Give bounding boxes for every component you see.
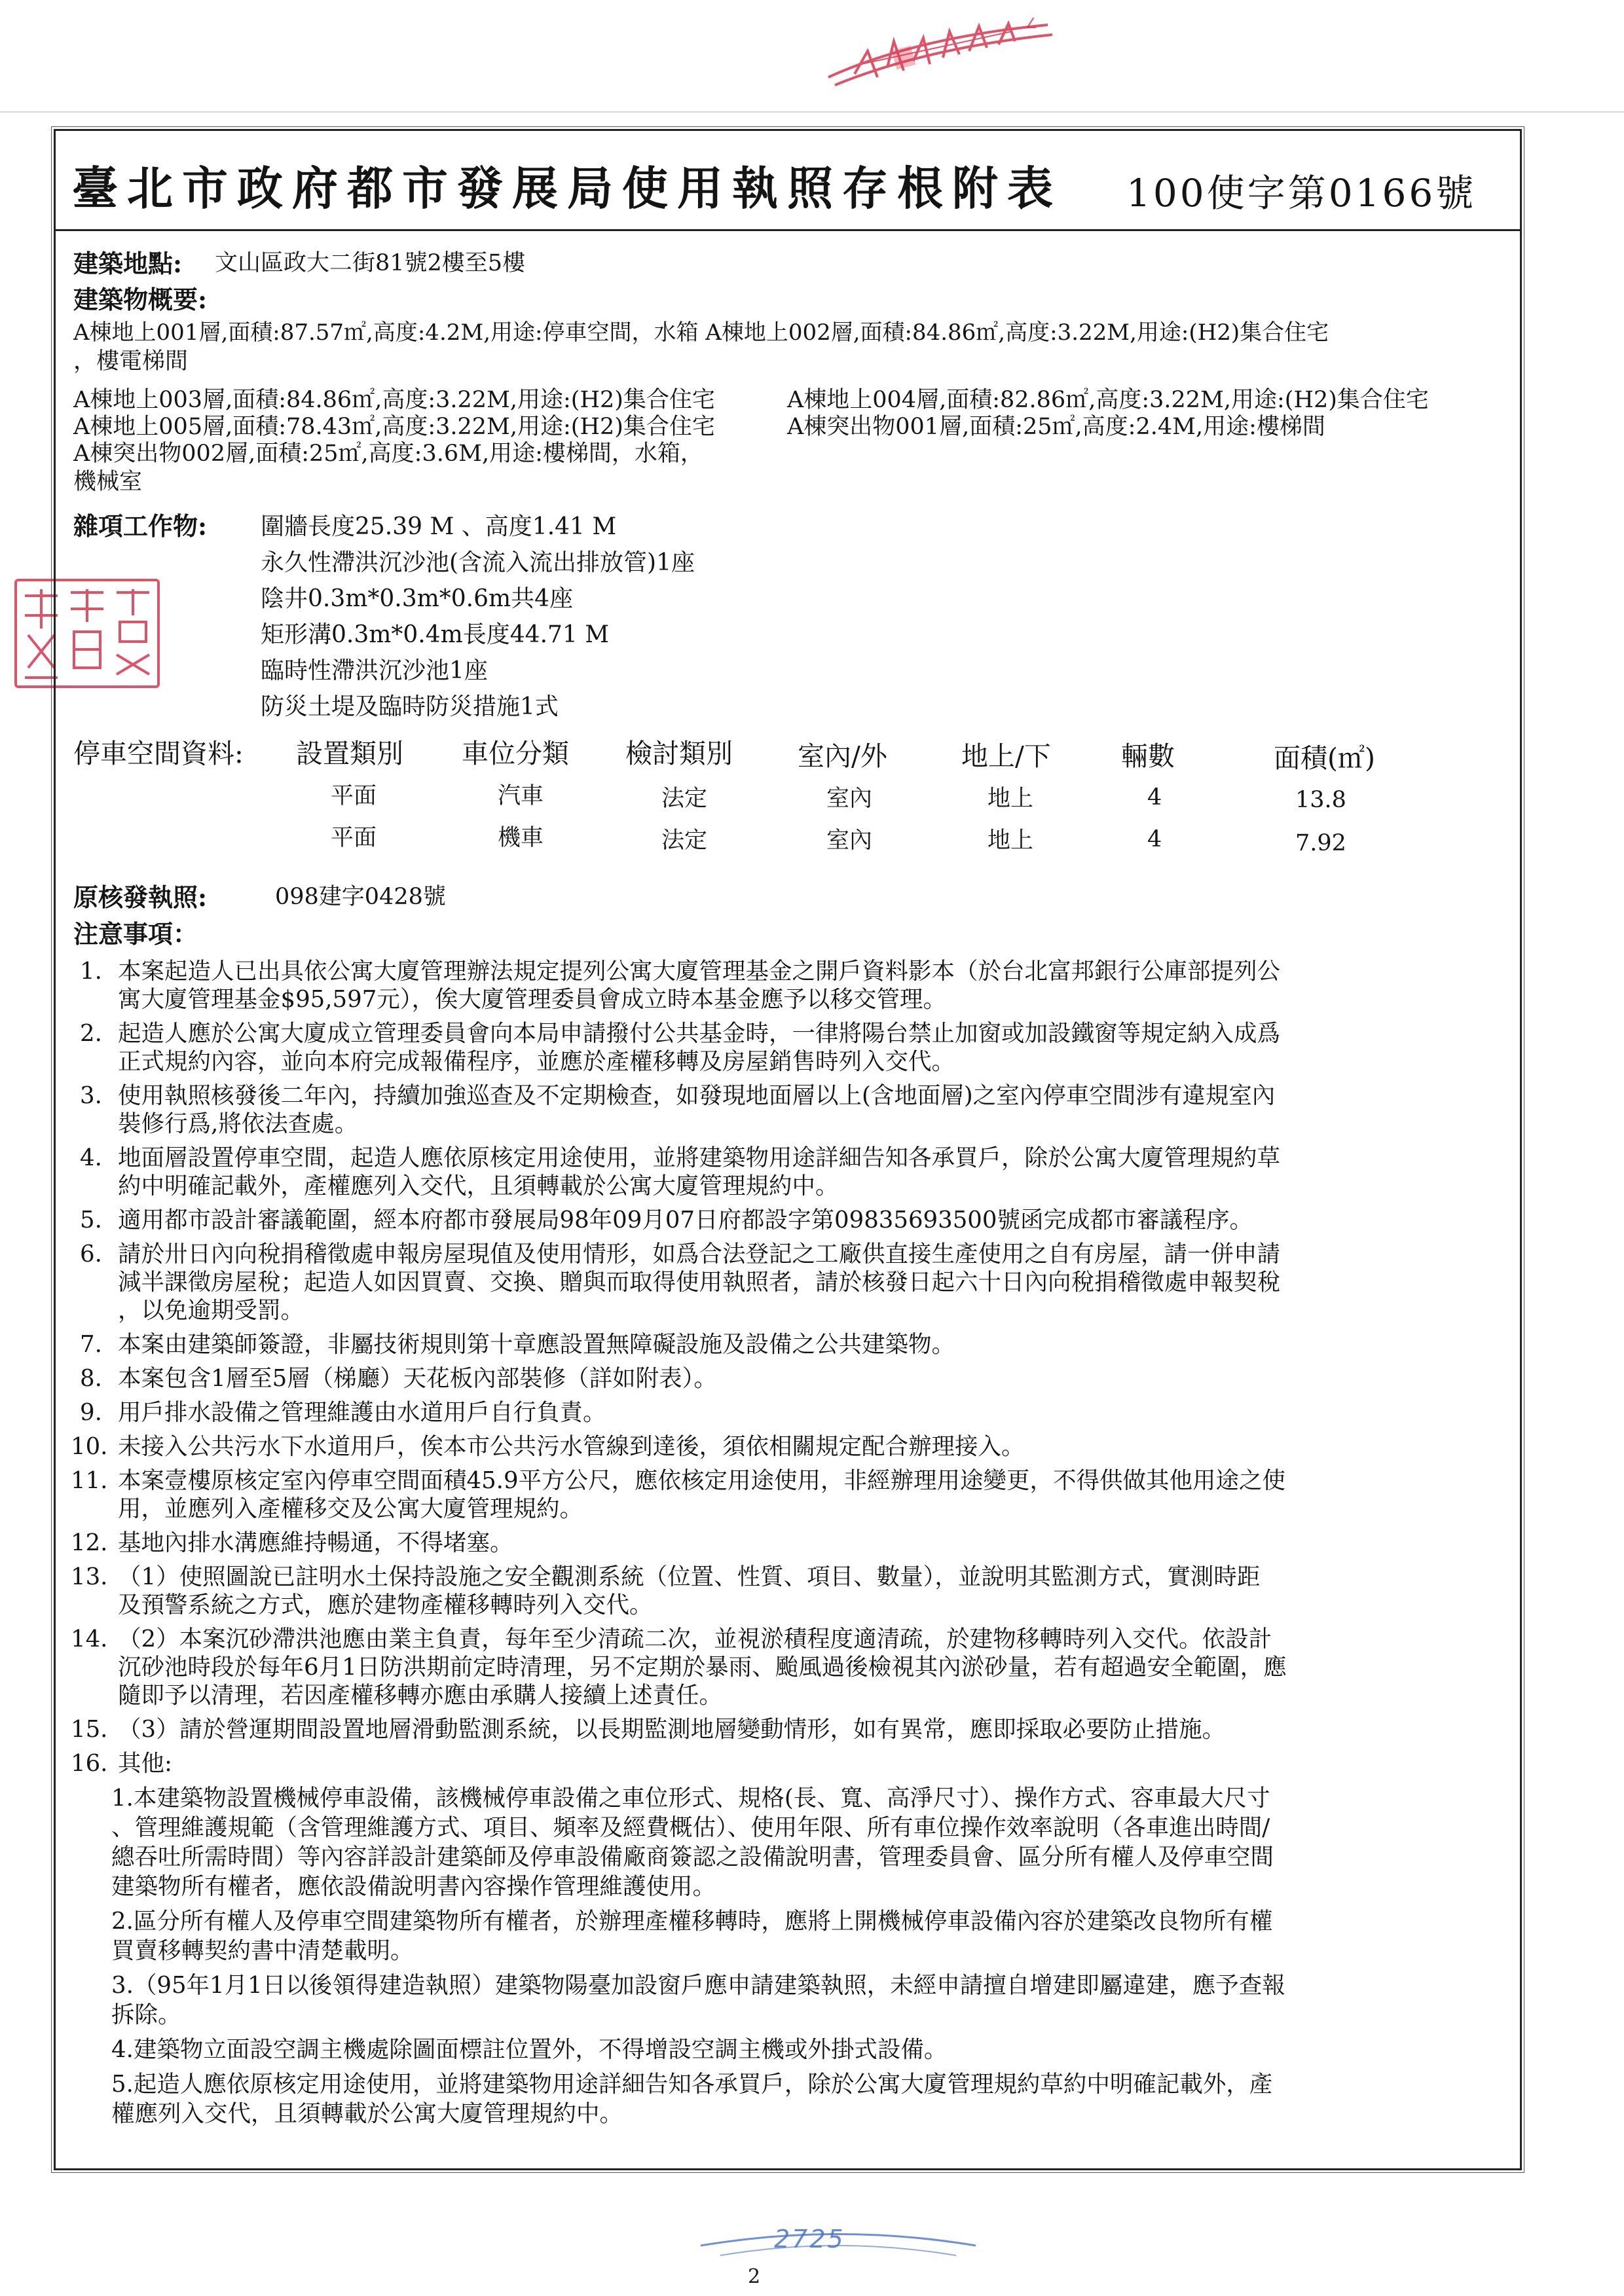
- parking-cell: 13.8: [1295, 787, 1346, 813]
- note-item: [71, 1432, 1511, 1461]
- note-item: [71, 1715, 1511, 1743]
- misc-work-item: 陰井0.3m*0.3m*0.6m共4座: [261, 585, 574, 612]
- note-line: 本案壹樓原核定室內停車空間面積45.9平方公尺，應依核定用途使用，非經辦理用途變更，不得供做其他用途之使: [118, 1467, 1286, 1494]
- other-line: 建築物所有權者，應依設備說明書內容操作管理維護使用。: [111, 1873, 716, 1900]
- parking-header: 檢討類別: [625, 738, 733, 769]
- overview-line: ，樓電梯間: [73, 348, 189, 374]
- note-number: 11.: [71, 1467, 108, 1494]
- note-line: 用戶排水設備之管理維護由水道用戶自行負責。: [118, 1399, 606, 1426]
- note-number: 7.: [80, 1331, 102, 1358]
- title-divider: [54, 229, 1522, 231]
- other-line: 4.建築物立面設空調主機處除圖面標註位置外，不得增設空調主機或外掛式設備。: [111, 2036, 948, 2063]
- parking-cell: 機車: [498, 825, 544, 851]
- other-line: 5.起造人應依原核定用途使用，並將建築物用途詳細告知各承買戶，除於公寓大廈管理規約草約中明確記載外，產: [111, 2071, 1273, 2098]
- overview-line: A棟地上004層,面積:82.86㎡,高度:3.22M,用途:(H2)集合住宅: [787, 387, 1429, 413]
- red-seal-stamp-top: [815, 12, 1058, 94]
- note-line: 正式規約內容，並向本府完成報備程序，並應於產權移轉及房屋銷售時列入交代。: [118, 1048, 955, 1075]
- parking-header: 車位分類: [462, 738, 569, 769]
- original-license-label: 原核發執照:: [73, 883, 208, 912]
- note-line: （1）使照圖說已註明水土保持設施之安全觀測系統（位置、性質、項目、數量），並說明其監測方式，實測時距: [118, 1563, 1261, 1590]
- parking-header: 面積(㎡): [1274, 742, 1375, 774]
- location-label: 建築地點:: [73, 249, 183, 278]
- note-line: 及預警系統之方式，應於建物產權移轉時列入交代。: [118, 1592, 653, 1618]
- note-number: 3.: [80, 1082, 102, 1109]
- misc-work-item: 防災土堤及臨時防災措施1式: [261, 693, 559, 720]
- overview-line: 機械室: [73, 469, 143, 495]
- note-line: 寓大廈管理基金$95,597元），俟大廈管理委員會成立時本基金應予以移交管理。: [118, 986, 947, 1013]
- other-item: [71, 2069, 1511, 2128]
- note-number: 6.: [80, 1241, 102, 1267]
- note-number: 16.: [71, 1750, 108, 1777]
- note-item: [71, 1398, 1511, 1427]
- other-line: 1.本建築物設置機械停車設備，該機械停車設備之車位形式、規格(長、寬、高淨尺寸）、操作方式、容車最大尺寸: [111, 1785, 1270, 1812]
- note-line: ，以免逾期受罰。: [118, 1297, 304, 1324]
- note-number: 2.: [80, 1020, 102, 1047]
- note-line: 沉砂池時段於每年6月1日防洪期前定時清理，另不定期於暴雨、颱風過後檢視其內淤砂量，若有超過安全範圍，應: [118, 1654, 1287, 1681]
- parking-cell: 法定: [661, 828, 708, 854]
- note-line: 約中明確記載外，產權應列入交代，且須轉載於公寓大廈管理規約中。: [118, 1173, 839, 1199]
- note-item: [71, 1529, 1511, 1557]
- location-value: 文山區政大二街81號2樓至5樓: [215, 250, 526, 276]
- other-line: 3.（95年1月1日以後領得建造執照）建築物陽臺加設窗戶應申請建築執照，未經申請擅自增建即屬違建，應予查報: [111, 1972, 1285, 1999]
- parking-cell: 地上: [987, 786, 1034, 812]
- svg-text:∠: ∠: [1025, 16, 1038, 32]
- notes-list: [71, 957, 1511, 2134]
- parking-cell: 地上: [987, 828, 1034, 854]
- note-item: [71, 1364, 1511, 1393]
- overview-label: 建築物概要:: [73, 285, 208, 314]
- note-item: [71, 1625, 1511, 1709]
- parking-cell: 4: [1147, 784, 1162, 811]
- note-line: 基地內排水溝應維持暢通，不得堵塞。: [118, 1529, 513, 1556]
- license-number: 100使字第0166號: [1126, 171, 1477, 215]
- note-line: 本案包含1層至5層（梯廳）天花板內部裝修（詳如附表）。: [118, 1365, 717, 1392]
- note-line: 未接入公共污水下水道用戶，俟本市公共污水管線到達後，須依相關規定配合辦理接入。: [118, 1433, 1025, 1460]
- note-number: 14.: [71, 1626, 108, 1652]
- parking-label: 停車空間資料:: [73, 738, 244, 769]
- note-number: 12.: [71, 1529, 108, 1556]
- scan-edge-line: [0, 111, 1624, 113]
- note-number: 9.: [80, 1399, 102, 1426]
- parking-header: 地上/下: [961, 740, 1051, 772]
- parking-cell: 平面: [331, 825, 377, 851]
- other-line: 總吞吐所需時間）等內容詳設計建築師及停車設備廠商簽認之設備說明書，管理委員會、區分所有權人及停車空間: [111, 1844, 1274, 1870]
- note-item: [71, 1330, 1511, 1358]
- parking-cell: 平面: [331, 783, 377, 809]
- parking-cell: 4: [1147, 826, 1162, 852]
- overview-line: A棟突出物001層,面積:25㎡,高度:2.4M,用途:樓梯間: [787, 414, 1325, 440]
- other-item: [71, 1906, 1511, 1965]
- other-line: 權應列入交代，且須轉載於公寓大廈管理規約中。: [111, 2100, 623, 2127]
- original-license-value: 098建字0428號: [275, 884, 446, 910]
- note-line: （3）請於營運期間設置地層滑動監測系統，以長期監測地層變動情形，如有異常，應即採取必要防止措施。: [118, 1716, 1226, 1743]
- note-item: [71, 1082, 1511, 1138]
- misc-work-item: 圍牆長度25.39 M 、高度1.41 M: [261, 513, 617, 540]
- misc-work-item: 矩形溝0.3m*0.4m長度44.71 M: [261, 621, 610, 648]
- other-item: [71, 1971, 1511, 2030]
- note-item: [71, 1563, 1511, 1619]
- note-line: 地面層設置停車空間，起造人應依原核定用途使用，並將建築物用途詳細告知各承買戶，除於公寓大廈管理規約草: [118, 1144, 1281, 1171]
- misc-work-item: 永久性滯洪沉沙池(含流入流出排放管)1座: [261, 549, 695, 576]
- stamp-number: 2725: [774, 2225, 845, 2253]
- notes-label: 注意事項：: [73, 919, 198, 949]
- parking-cell: 法定: [661, 786, 708, 812]
- parking-header: 室內/外: [798, 740, 887, 772]
- note-item: [71, 957, 1511, 1013]
- note-item: [71, 1749, 1511, 1777]
- note-item: [71, 1144, 1511, 1200]
- note-line: 本案由建築師簽證，非屬技術規則第十章應設置無障礙設施及設備之公共建築物。: [118, 1331, 955, 1358]
- note-line: 使用執照核發後二年內，持續加強巡查及不定期檢查，如發現地面層以上(含地面層)之室內停車空間涉有違規室內: [118, 1082, 1276, 1109]
- other-item: [71, 2035, 1511, 2064]
- note-number: 4.: [80, 1144, 102, 1171]
- note-line: 隨即予以清理，若因產權移轉亦應由承購人接續上述責任。: [118, 1682, 723, 1709]
- parking-cell: 室內: [826, 828, 873, 854]
- overview-line: A棟地上001層,面積:87.57㎡,高度:4.2M,用途:停車空間，水箱 A棟地上002層,面積:84.86㎡,高度:3.22M,用途:(H2)集合住宅: [73, 319, 1329, 346]
- note-line: 本案起造人已出具依公寓大廈管理辦法規定提列公寓大廈管理基金之開戶資料影本（於台北富邦銀行公庫部提列公: [118, 958, 1281, 985]
- other-line: 買賣移轉契約書中清楚載明。: [111, 1937, 414, 1964]
- note-line: 請於卅日內向稅捐稽徵處申報房屋現值及使用情形，如爲合法登記之工廠供直接生產使用之自有房屋，請一併申請: [118, 1241, 1281, 1267]
- page-number: 2: [748, 2265, 761, 2288]
- note-number: 8.: [80, 1365, 102, 1392]
- overview-line: A棟突出物002層,面積:25㎡,高度:3.6M,用途:樓梯間，水箱，: [73, 441, 703, 467]
- note-item: [71, 1019, 1511, 1076]
- note-number: 13.: [71, 1563, 108, 1590]
- note-number: 1.: [80, 958, 102, 985]
- other-line: 拆除。: [111, 2001, 181, 2028]
- parking-header: 設置類別: [296, 738, 403, 769]
- misc-work-item: 臨時性滯洪沉沙池1座: [261, 657, 488, 684]
- parking-cell: 7.92: [1295, 830, 1346, 856]
- note-line: （2）本案沉砂滯洪池應由業主負責，每年至少清疏二次，並視淤積程度適清疏，於建物移轉時列入交代。依設計: [118, 1626, 1272, 1652]
- note-number: 5.: [80, 1207, 102, 1233]
- note-item: [71, 1240, 1511, 1324]
- note-line: 裝修行爲,將依法查處。: [118, 1110, 358, 1137]
- overview-line: A棟地上003層,面積:84.86㎡,高度:3.22M,用途:(H2)集合住宅: [73, 387, 715, 413]
- other-line: 、管理維護規範（含管理維護方式、項目、頻率及經費概估）、使用年限、所有車位操作效率說明（各車進出時間/: [111, 1814, 1270, 1841]
- other-line: 2.區分所有權人及停車空間建築物所有權者，於辦理產權移轉時，應將上開機械停車設備內容於建築改良物所有權: [111, 1908, 1273, 1935]
- note-line: 適用都市設計審議範圍，經本府都市發展局98年09月07日府都設字第09835693500號函完成都市審議程序。: [118, 1207, 1253, 1233]
- note-number: 15.: [71, 1716, 108, 1743]
- note-line: 減半課徵房屋稅；起造人如因買賣、交換、贈與而取得使用執照者，請於核發日起六十日內向稅捐稽徵處申報契稅: [118, 1269, 1281, 1296]
- note-line: 其他:: [118, 1750, 172, 1777]
- note-number: 10.: [71, 1433, 108, 1460]
- parking-header: 輛數: [1121, 740, 1175, 772]
- note-line: 用，並應列入產權移交及公寓大廈管理規約。: [118, 1495, 583, 1522]
- parking-cell: 室內: [826, 786, 873, 812]
- note-item: [71, 1467, 1511, 1523]
- document-title: 臺北市政府都市發展局使用執照存根附表: [72, 161, 1062, 215]
- parking-cell: 汽車: [498, 783, 544, 809]
- misc-work-label: 雜項工作物:: [73, 511, 208, 541]
- note-item: [71, 1206, 1511, 1234]
- note-line: 起造人應於公寓大廈成立管理委員會向本局申請撥付公共基金時，一律將陽台禁止加窗或加設鐵窗等規定納入成爲: [118, 1020, 1281, 1047]
- other-item: [71, 1783, 1511, 1901]
- overview-line: A棟地上005層,面積:78.43㎡,高度:3.22M,用途:(H2)集合住宅: [73, 414, 715, 440]
